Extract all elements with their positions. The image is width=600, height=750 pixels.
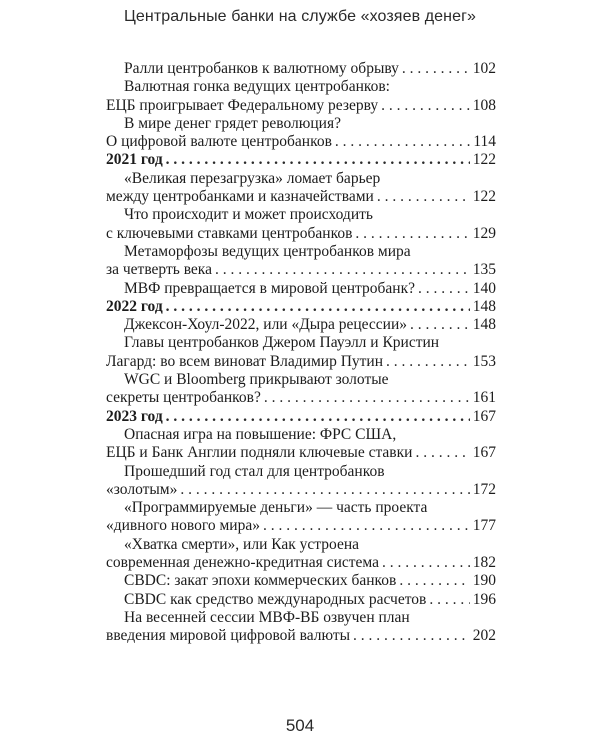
toc-entry-title: с ключевыми ставками центробанков [106,224,353,242]
toc-entry-title: секреты центробанков? [106,389,261,407]
dot-leader [399,572,469,590]
toc-page-number: 196 [472,590,496,608]
toc-entry-title: Лагард: во всем виноват Владимир Путин [106,352,384,370]
dot-leader [386,353,470,371]
toc-page-number: 167 [472,407,496,425]
dot-leader [264,389,470,407]
toc-entry [106,280,496,298]
toc-entry-title: Джексон-Хоул-2022, или «Дыра рецессии» [124,316,408,334]
toc-entry-title: Ралли центробанков к валютному обрыву [124,60,399,77]
toc-entry-title: 2021 год [106,151,163,169]
toc-page-number: 172 [472,480,496,498]
table-of-contents [106,60,496,646]
toc-entry [106,499,496,536]
dot-leader [215,261,470,279]
toc-page-number: 122 [472,188,496,206]
toc-page-number: 102 [472,60,496,77]
toc-page-number: 153 [472,352,496,370]
dot-leader [382,554,470,572]
toc-entry-title: Главы центробанков Джером Пауэлл и Кристин [124,334,440,352]
toc-page-number: 182 [472,554,496,572]
toc-entry-title: современная денежно-кредитная система [106,554,379,572]
toc-entry-title: 2022 год [106,297,163,315]
dot-leader [166,408,470,426]
toc-entry-title: Метаморфозы ведущих центробанков мира [124,242,411,260]
dot-leader [381,97,470,115]
running-header: Центральные банки на службе «хозяев денег» [123,8,477,25]
toc-entry [106,115,496,152]
toc-entry-title: между центробанками и казначействами [106,188,374,206]
dot-leader [410,316,470,334]
toc-page-number: 190 [472,572,496,590]
toc-page-number: 202 [472,627,496,645]
toc-entry-title: «Великая перезагрузка» ломает барьер [124,169,381,187]
toc-entry-title: Что происходит и может происходить [124,206,373,224]
toc-page-number: 161 [472,389,496,407]
toc-entry [106,206,496,243]
toc-entry-title: CBDC: закат эпохи коммерческих банков [124,572,397,590]
toc-entry-title: О цифровой валюте центробанков [106,133,332,151]
toc-page-number: 167 [472,444,496,462]
toc-page-number: 122 [472,151,496,169]
toc-year-heading [106,151,496,169]
toc-entry-title: «Программируемые деньги» — часть проекта [124,499,428,517]
dot-leader [180,481,469,499]
toc-entry [106,609,496,646]
toc-year-heading [106,298,496,316]
toc-entry [106,426,496,463]
toc-entry [106,591,496,609]
toc-entry-title: Валютная гонка ведущих центробанков: [124,78,390,96]
toc-entry [106,243,496,280]
toc-page-number: 129 [472,224,496,242]
dot-leader [353,627,470,645]
toc-entry-title: «золотым» [106,480,178,498]
toc-entry-title: WGC и Bloomberg прикрывают золотые [124,371,389,389]
toc-entry [106,60,496,78]
toc-entry [106,78,496,115]
toc-entry-title: ЕЦБ и Банк Англии подняли ключевые ставки [106,444,413,462]
toc-entry-title: ЕЦБ проигрывает Федеральному резерву [106,96,379,114]
toc-entry [106,371,496,408]
dot-leader [355,225,469,243]
dot-leader [166,151,470,169]
toc-entry-title: 2023 год [106,407,163,425]
toc-entry [106,463,496,500]
toc-entry-title: Прошедший год стал для центробанков [124,462,385,480]
dot-leader [418,280,470,298]
toc-entry-title: МВФ превращается в мировой центробанк? [124,279,415,297]
toc-page-number: 148 [472,297,496,315]
toc-entry [106,334,496,371]
toc-entry-title: На весенней сессии МВФ-ВБ озвучен план [124,608,410,626]
page-number: 504 [285,716,315,735]
dot-leader [429,591,469,609]
dot-leader [166,298,470,316]
dot-leader [402,60,470,78]
dot-leader [335,133,470,151]
toc-page-number: 140 [472,279,496,297]
toc-entry-title: «Хватка смерти», или Как устроена [124,535,359,553]
toc-entry-title: CBDC как средство международных расчетов [124,590,427,608]
toc-entry-title: за четверть века [106,261,212,279]
dot-leader [263,517,470,535]
toc-page-number: 177 [472,517,496,535]
toc-page-number: 114 [473,133,496,151]
toc-page-number: 148 [472,316,496,334]
toc-entry [106,170,496,207]
toc-entry-title: введения мировой цифровой валюты [106,627,351,645]
toc-entry-title: «дивного нового мира» [106,517,260,535]
dot-leader [377,188,470,206]
toc-page-number: 108 [472,96,496,114]
toc-entry [106,316,496,334]
toc-entry-title: Опасная игра на повышение: ФРС США, [124,425,397,443]
toc-entry [106,572,496,590]
toc-entry-title: В мире денег грядет революция? [124,114,341,132]
toc-year-heading [106,408,496,426]
toc-page-number: 135 [472,261,496,279]
dot-leader [415,444,469,462]
toc-entry [106,536,496,573]
